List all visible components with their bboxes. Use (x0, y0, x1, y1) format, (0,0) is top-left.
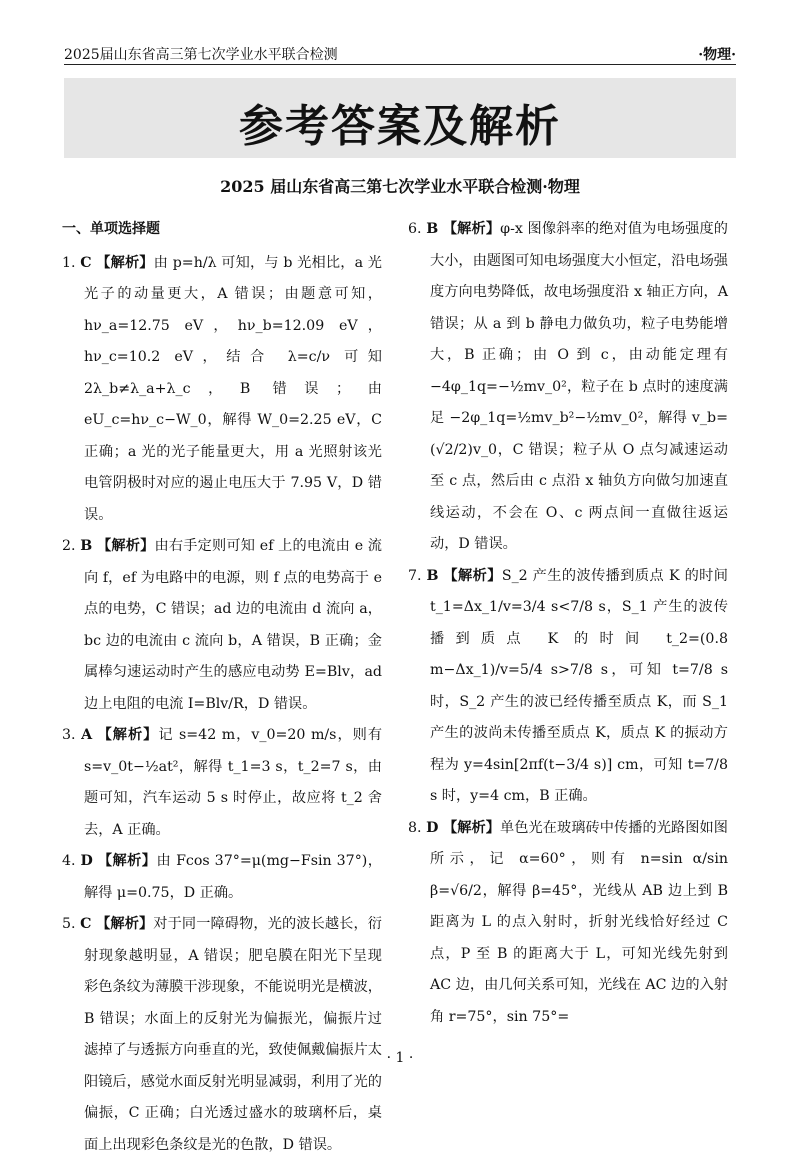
page-subtitle: 2025 届山东省高三第七次学业水平联合检测·物理 (220, 177, 580, 196)
answer-item-7: 7. B 【解析】S_2 产生的波传播到质点 K 的时间 t_1=Δx_1/v=3/4 s<7/8 s，S_1 产生的波传播到质点 K 的时间 t_2=(0.8 m−Δx_1)/v=5/4 s>7/8 s，可知 t=7/8 s 时，S_2 产生的波已经传播至质点 K，而 S_1 产生的波尚未传播至质点 K，质点 K 的振动方程为 y=4sin[2πf(t−3/4 s)] cm，可知 t=7/8 s 时，y=4 cm，B 正确。 (408, 567, 728, 804)
answer-item-1: 1. C 【解析】由 p=h/λ 可知，与 b 光相比，a 光光子的动量更大，A 错误；由题意可知，hν_a=12.75 eV，hν_b=12.09 eV，hν_c=10.2 eV，结合 λ=c/ν 可知 2λ_b≠λ_a+λ_c，B 错误；由 eU_c=hν_c−W_0，解得 W_0=2.25 eV，C 正确；a 光的光子能量更大，用 a 光照射该光电管阴极时对应的遏止电压大于 7.95 V，D 错误。 (62, 254, 382, 523)
answer-item-2: 2. B 【解析】由右手定则可知 ef 上的电流由 e 流向 f，ef 为电路中的电源，则 f 点的电势高于 e 点的电势，C 错误；ad 边的电流由 d 流向 a，bc 边的电流由 c 流向 b，A 错误，B 正确；金属棒匀速运动时产生的感应电动势 E=Blv，ad 边上电阻的电流 I=Blv/R，D 错误。 (62, 538, 382, 712)
banner-title: 参考答案及解析 (239, 101, 561, 152)
answer-item-6: 6. B 【解析】φ-x 图像斜率的绝对值为电场强度的大小，由题图可知电场强度大小恒定，沿电场强度方向电势降低，故电场强度沿 x 轴正方向，A 错误；从 a 到 b 静电力做负功，粒子电势能增大，B 正确；由 O 到 c，由动能定理有 −4φ_1q=−½mv_0²，粒子在 b 点时的速度满足 −2φ_1q=½mv_b²−½mv_0²，解得 v_b=(√2/2)v_0，C 错误；粒子从 O 点匀减速运动至 c 点，然后由 c 点沿 x 轴负方向做匀加速直线运动，不会在 O、c 两点间一直做往返运动，D 错误。 (408, 221, 728, 552)
section-heading: 一、单项选择题 (62, 221, 160, 237)
answer-item-8: 8. D 【解析】单色光在玻璃砖中传播的光路图如图所示，记 α=60°，则有 n=sin α/sin β=√6/2，解得 β=45°，光线从 AB 边上到 B 距离为 L 的点入射时，折射光线恰好经过 C 点，P 至 B 的距离大于 L，可知光线先射到 AC 边，由几何关系可知，光线在 AC 边的入射角 r=75°，sin 75°= (408, 819, 728, 1025)
answer-item-5: 5. C 【解析】对于同一障碍物，光的波长越长，衍射现象越明显，A 错误；肥皂膜在阳光下呈现彩色条纹为薄膜干涉现象，不能说明光是横波，B 错误；水面上的反射光为偏振光，偏振片过滤掉了与透振方向垂直的光，致使佩戴偏振片太阳镜后，感觉水面反射光明显减弱，利用了光的偏振，C 正确；白光透过盛水的玻璃杯后，桌面上出现彩色条纹是光的色散，D 错误。 (62, 916, 382, 1153)
answer-item-4: 4. D 【解析】由 Fcos 37°=μ(mg−Fsin 37°)，解得 μ=0.75，D 正确。 (62, 853, 382, 901)
header-exam-name: 2025届山东省高三第七次学业水平联合检测 (64, 47, 338, 63)
right-column (408, 214, 728, 1033)
page-header (64, 42, 736, 65)
answer-item-3: 3. A 【解析】记 s=42 m，v_0=20 m/s，则有 s=v_0t−½at²，解得 t_1=3 s，t_2=7 s，由题可知，汽车运动 5 s 时停止，故应将 t_2 舍去，A 正确。 (62, 727, 383, 838)
left-column (62, 214, 382, 1161)
title-banner (64, 78, 736, 158)
header-subject: ·物理· (698, 47, 736, 63)
page-number: · 1 · (386, 1050, 414, 1066)
